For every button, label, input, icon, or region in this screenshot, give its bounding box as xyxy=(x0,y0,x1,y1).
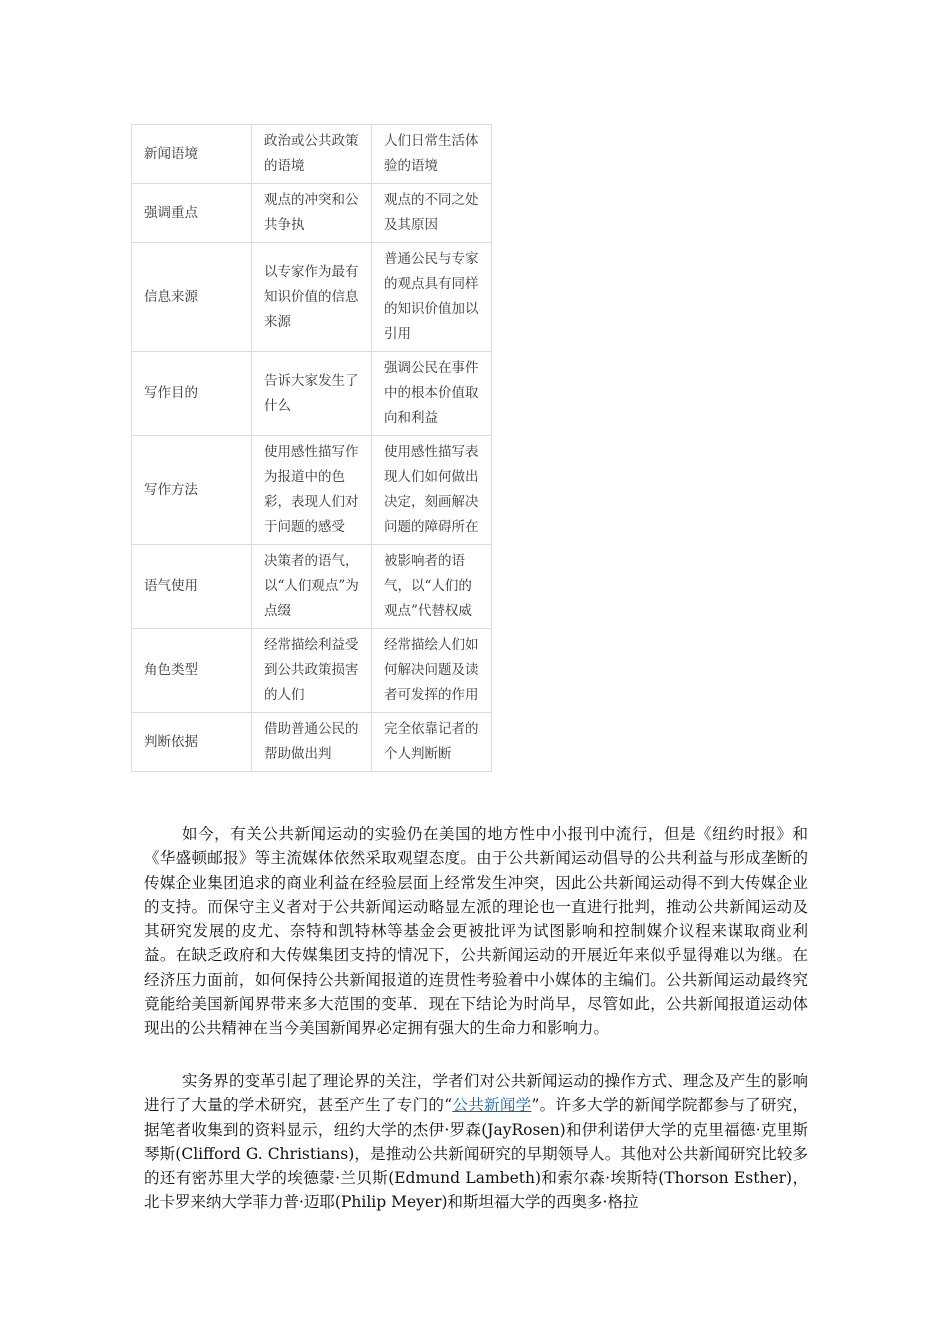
paragraph-text: ”。许多大学的新闻学院都参与了研究，据笔者收集到的资料显示，纽约大学的杰伊·罗森(JayRosen)和伊利诺伊大学的克里福德·克里斯琴斯(Clifford G. Christians)，是推动公共新闻研究的早期领导人。其他对公共新闻研究比较多的还有密苏里大学的埃德蒙·兰贝斯(Edmund Lambeth)和索尔森·埃斯特(Thorson Esther)，北卡罗来纳大学菲力普·迈耶(Philip Meyer)和斯坦福大学的西奥多·格拉 xyxy=(144,1096,808,1212)
public-cell: 经常描绘人们如何解决问题及读者可发挥的作用 xyxy=(372,629,492,713)
public-cell: 强调公民在事件中的根本价值取向和利益 xyxy=(372,352,492,436)
table-row xyxy=(132,629,492,713)
paragraph-text: 实务界的变革引起了理论界的关注，学者们对公共新闻运动的操作方式、理念及产生的影响进行了大量的学术研究，甚至产生了专门的“ xyxy=(144,1072,808,1115)
table-row xyxy=(132,243,492,352)
traditional-cell: 告诉大家发生了什么 xyxy=(252,352,372,436)
row-label: 写作目的 xyxy=(132,352,252,436)
row-label: 写作方法 xyxy=(132,436,252,545)
body-paragraph: 如今，有关公共新闻运动的实验仍在美国的地方性中小报刊中流行，但是《纽约时报》和《华盛顿邮报》等主流媒体依然采取观望态度。由于公共新闻运动倡导的公共利益与形成垄断的传媒企业集团追求的商业利益在经验层面上经常发生冲突，因此公共新闻运动得不到大传媒企业的支持。而保守主义者对于公共新闻运动略显左派的理论也一直进行批判，推动公共新闻运动及其研究发展的皮尤、奈特和凯特林等基金会更被批评为试图影响和控制媒介议程来谋取商业利益。在缺乏政府和大传媒集团支持的情况下，公共新闻运动的开展近年来似乎显得难以为继。在经济压力面前，如何保持公共新闻报道的连贯性考验着中小媒体的主编们。公共新闻运动最终究竟能给美国新闻界带来多大范围的变革．现在下结论为时尚早，尽管如此，公共新闻报道运动体现出的公共精神在当今美国新闻界必定拥有强大的生命力和影响力。 xyxy=(144,825,808,1038)
row-label: 强调重点 xyxy=(132,184,252,243)
table-row xyxy=(132,545,492,629)
public-cell: 观点的不同之处及其原因 xyxy=(372,184,492,243)
traditional-cell: 以专家作为最有知识价值的信息来源 xyxy=(252,243,372,352)
public-cell: 被影响者的语气，以“人们的观点”代替权威 xyxy=(372,545,492,629)
row-label: 语气使用 xyxy=(132,545,252,629)
public-cell: 人们日常生活体验的语境 xyxy=(372,125,492,184)
comparison-table xyxy=(131,124,492,772)
public-journalism-link[interactable]: 公共新闻学 xyxy=(452,1096,532,1115)
row-label: 新闻语境 xyxy=(132,125,252,184)
public-cell: 使用感性描写表现人们如何做出决定，刻画解决问题的障碍所在 xyxy=(372,436,492,545)
table-row xyxy=(132,352,492,436)
table-row xyxy=(132,184,492,243)
traditional-cell: 经常描绘利益受到公共政策损害的人们 xyxy=(252,629,372,713)
traditional-cell: 使用感性描写作为报道中的色彩，表现人们对于问题的感受 xyxy=(252,436,372,545)
body-paragraph xyxy=(144,1069,808,1215)
public-cell: 普通公民与专家的观点具有同样的知识价值加以引用 xyxy=(372,243,492,352)
row-label: 判断依据 xyxy=(132,713,252,772)
traditional-cell: 决策者的语气，以“人们观点”为点缀 xyxy=(252,545,372,629)
table-row xyxy=(132,713,492,772)
table-row xyxy=(132,125,492,184)
row-label: 角色类型 xyxy=(132,629,252,713)
traditional-cell: 借助普通公民的帮助做出判 xyxy=(252,713,372,772)
traditional-cell: 政治或公共政策的语境 xyxy=(252,125,372,184)
table-row xyxy=(132,436,492,545)
traditional-cell: 观点的冲突和公共争执 xyxy=(252,184,372,243)
row-label: 信息来源 xyxy=(132,243,252,352)
public-cell: 完全依靠记者的个人判断断 xyxy=(372,713,492,772)
